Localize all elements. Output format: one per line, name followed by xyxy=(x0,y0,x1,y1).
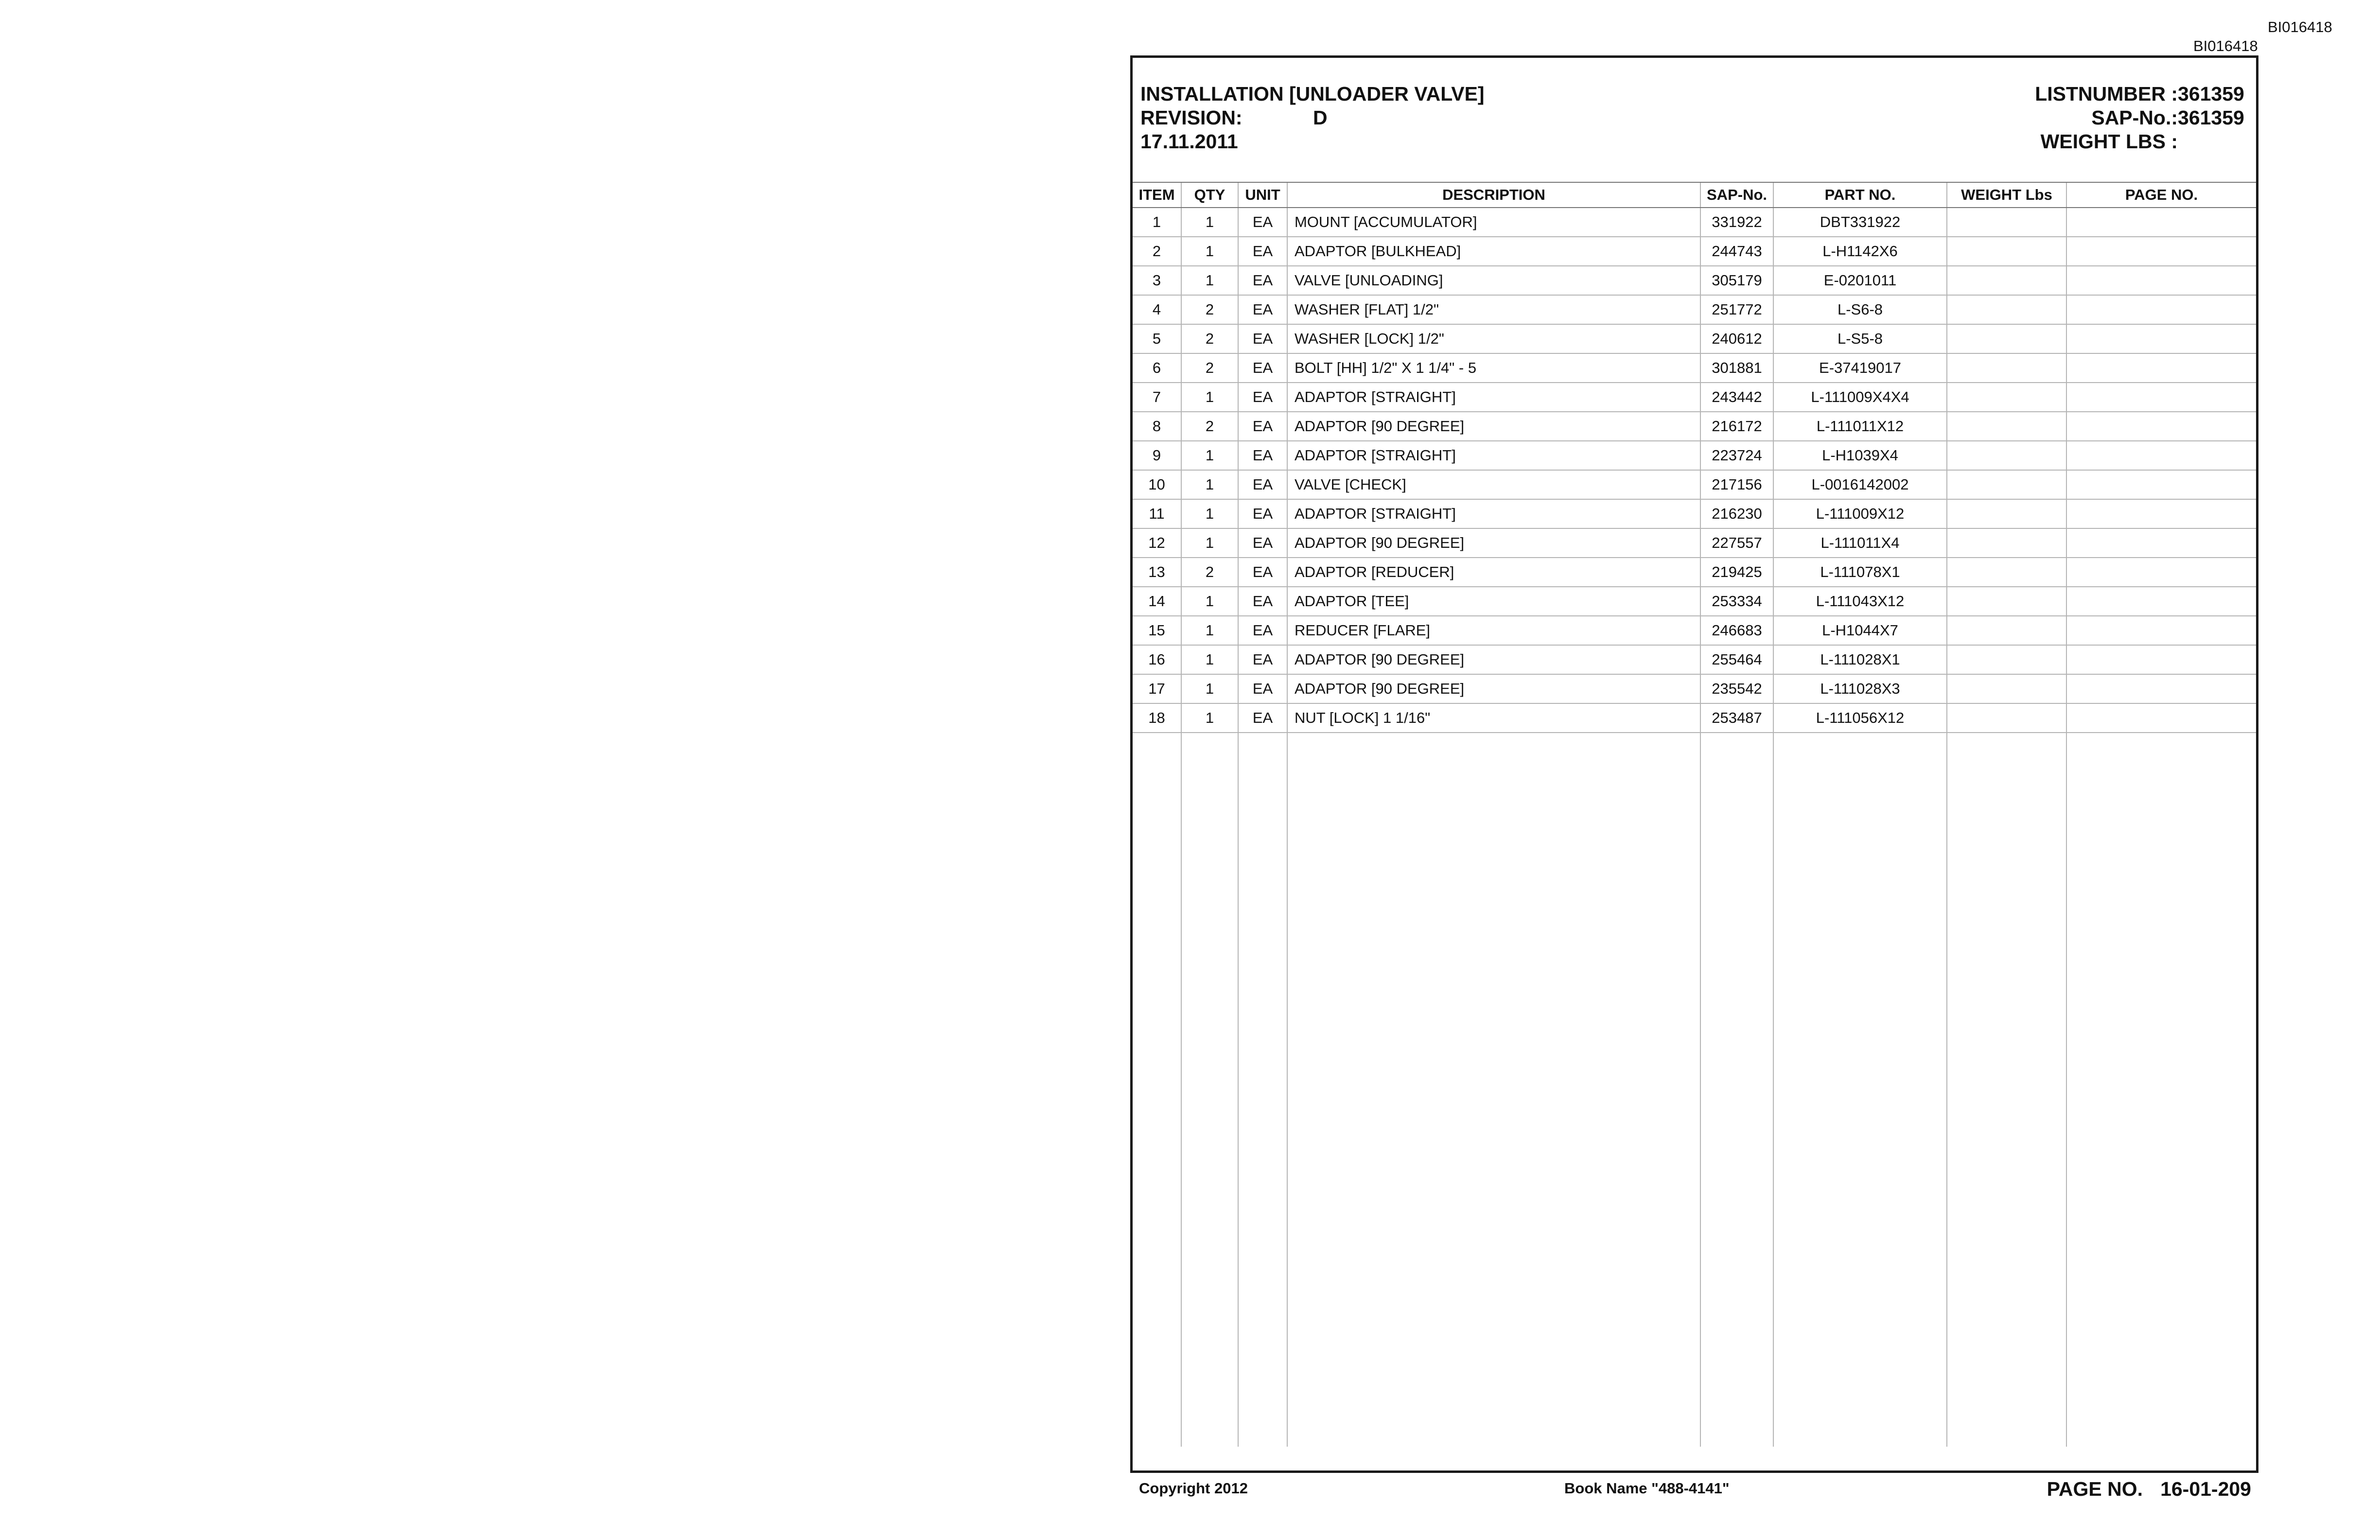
cell-weight xyxy=(1947,674,2066,703)
cell-page-no xyxy=(2066,499,2256,528)
cell-item: 5 xyxy=(1133,324,1181,353)
cell-description: BOLT [HH] 1/2" X 1 1/4" - 5 xyxy=(1287,353,1700,383)
copyright-notice: Copyright 2012 xyxy=(1139,1480,1248,1497)
cell-unit: EA xyxy=(1238,412,1287,441)
cell-page-no xyxy=(2066,295,2256,324)
cell-qty: 1 xyxy=(1181,470,1238,499)
cell-part-no: E-37419017 xyxy=(1773,353,1947,383)
book-name: Book Name "488-4141" xyxy=(1564,1480,1730,1497)
cell-item: 16 xyxy=(1133,645,1181,674)
header-left xyxy=(1140,82,1485,154)
cell-description: ADAPTOR [90 DEGREE] xyxy=(1287,528,1700,558)
cell-page-no xyxy=(2066,558,2256,587)
cell-sap-no: 255464 xyxy=(1700,645,1773,674)
cell-item: 11 xyxy=(1133,499,1181,528)
cell-qty: 2 xyxy=(1181,295,1238,324)
cell-qty: 2 xyxy=(1181,558,1238,587)
cell-qty: 1 xyxy=(1181,674,1238,703)
cell-weight xyxy=(1947,558,2066,587)
cell-weight xyxy=(1947,528,2066,558)
cell-sap-no: 243442 xyxy=(1700,383,1773,412)
weight-value xyxy=(2178,130,2243,154)
cell-part-no: L-111011X4 xyxy=(1773,528,1947,558)
cell-page-no xyxy=(2066,353,2256,383)
cell-qty: 1 xyxy=(1181,703,1238,733)
cell-item: 6 xyxy=(1133,353,1181,383)
cell-page-no xyxy=(2066,266,2256,295)
filler-cell xyxy=(1773,733,1947,1447)
cell-part-no: L-111028X1 xyxy=(1773,645,1947,674)
cell-description: ADAPTOR [STRAIGHT] xyxy=(1287,499,1700,528)
page-number-value: 16-01-209 xyxy=(2160,1478,2251,1500)
cell-unit: EA xyxy=(1238,674,1287,703)
cell-qty: 2 xyxy=(1181,412,1238,441)
cell-part-no: L-H1039X4 xyxy=(1773,441,1947,470)
cell-item: 4 xyxy=(1133,295,1181,324)
parts-list-sheet xyxy=(1130,55,2258,1473)
cell-sap-no: 244743 xyxy=(1700,237,1773,266)
cell-weight xyxy=(1947,324,2066,353)
cell-unit: EA xyxy=(1238,470,1287,499)
cell-sap-no: 235542 xyxy=(1700,674,1773,703)
cell-part-no: L-111009X4X4 xyxy=(1773,383,1947,412)
cell-unit: EA xyxy=(1238,703,1287,733)
cell-part-no: L-111009X12 xyxy=(1773,499,1947,528)
table-row xyxy=(1133,616,2256,645)
cell-page-no xyxy=(2066,383,2256,412)
document-id: BI016418 xyxy=(2268,18,2332,35)
cell-sap-no: 216172 xyxy=(1700,412,1773,441)
cell-description: WASHER [FLAT] 1/2" xyxy=(1287,295,1700,324)
cell-weight xyxy=(1947,441,2066,470)
filler-cell xyxy=(2066,733,2256,1447)
table-row xyxy=(1133,353,2256,383)
cell-page-no xyxy=(2066,703,2256,733)
cell-item: 13 xyxy=(1133,558,1181,587)
cell-page-no xyxy=(2066,324,2256,353)
cell-unit: EA xyxy=(1238,499,1287,528)
cell-page-no xyxy=(2066,587,2256,616)
parts-table xyxy=(1133,182,2256,1447)
cell-sap-no: 246683 xyxy=(1700,616,1773,645)
cell-weight xyxy=(1947,499,2066,528)
cell-page-no xyxy=(2066,674,2256,703)
cell-qty: 1 xyxy=(1181,383,1238,412)
cell-description: ADAPTOR [STRAIGHT] xyxy=(1287,441,1700,470)
cell-description: ADAPTOR [BULKHEAD] xyxy=(1287,237,1700,266)
cell-qty: 1 xyxy=(1181,441,1238,470)
cell-item: 2 xyxy=(1133,237,1181,266)
table-row xyxy=(1133,587,2256,616)
table-row xyxy=(1133,645,2256,674)
cell-sap-no: 216230 xyxy=(1700,499,1773,528)
cell-weight xyxy=(1947,237,2066,266)
table-row xyxy=(1133,558,2256,587)
cell-weight xyxy=(1947,383,2066,412)
column-header-sap-no: SAP-No. xyxy=(1700,182,1773,208)
cell-unit: EA xyxy=(1238,237,1287,266)
cell-sap-no: 217156 xyxy=(1700,470,1773,499)
cell-item: 9 xyxy=(1133,441,1181,470)
column-header-qty: QTY xyxy=(1181,182,1238,208)
table-row xyxy=(1133,470,2256,499)
filler-cell xyxy=(1700,733,1773,1447)
table-row xyxy=(1133,703,2256,733)
cell-part-no: L-111011X12 xyxy=(1773,412,1947,441)
table-row xyxy=(1133,674,2256,703)
listnumber-label: LISTNUMBER : xyxy=(2035,83,2178,105)
filler-cell xyxy=(1181,733,1238,1447)
table-row xyxy=(1133,266,2256,295)
cell-weight xyxy=(1947,470,2066,499)
page-number-label: PAGE NO. xyxy=(2047,1478,2143,1500)
parts-list-title: INSTALLATION [UNLOADER VALVE] xyxy=(1140,83,1485,105)
cell-unit: EA xyxy=(1238,645,1287,674)
cell-unit: EA xyxy=(1238,616,1287,645)
weight-label: WEIGHT LBS : xyxy=(2040,130,2178,153)
cell-page-no xyxy=(2066,470,2256,499)
cell-description: MOUNT [ACCUMULATOR] xyxy=(1287,208,1700,237)
cell-unit: EA xyxy=(1238,441,1287,470)
cell-qty: 1 xyxy=(1181,208,1238,237)
cell-sap-no: 253334 xyxy=(1700,587,1773,616)
revision-value: D xyxy=(1312,106,1328,129)
cell-description: VALVE [CHECK] xyxy=(1287,470,1700,499)
filler-cell xyxy=(1947,733,2066,1447)
table-row xyxy=(1133,237,2256,266)
cell-item: 15 xyxy=(1133,616,1181,645)
cell-part-no: L-111078X1 xyxy=(1773,558,1947,587)
cell-description: ADAPTOR [REDUCER] xyxy=(1287,558,1700,587)
cell-part-no: E-0201011 xyxy=(1773,266,1947,295)
table-row xyxy=(1133,208,2256,237)
table-row xyxy=(1133,295,2256,324)
cell-sap-no: 227557 xyxy=(1700,528,1773,558)
sap-number-value: 361359 xyxy=(2178,106,2244,129)
cell-description: REDUCER [FLARE] xyxy=(1287,616,1700,645)
cell-weight xyxy=(1947,208,2066,237)
cell-weight xyxy=(1947,616,2066,645)
filler-cell xyxy=(1133,733,1181,1447)
cell-item: 18 xyxy=(1133,703,1181,733)
table-row xyxy=(1133,324,2256,353)
parts-table-body xyxy=(1133,208,2256,1447)
table-header-row xyxy=(1133,182,2256,208)
cell-qty: 1 xyxy=(1181,528,1238,558)
cell-qty: 1 xyxy=(1181,645,1238,674)
revision-label: REVISION: xyxy=(1140,106,1242,129)
cell-part-no: L-H1044X7 xyxy=(1773,616,1947,645)
cell-qty: 1 xyxy=(1181,616,1238,645)
cell-unit: EA xyxy=(1238,295,1287,324)
cell-part-no: L-111028X3 xyxy=(1773,674,1947,703)
cell-part-no: L-111043X12 xyxy=(1773,587,1947,616)
column-header-item: ITEM xyxy=(1133,182,1181,208)
cell-sap-no: 301881 xyxy=(1700,353,1773,383)
sap-number-label: SAP-No.: xyxy=(2091,106,2178,129)
column-header-description: DESCRIPTION xyxy=(1287,182,1700,208)
cell-item: 3 xyxy=(1133,266,1181,295)
cell-description: NUT [LOCK] 1 1/16" xyxy=(1287,703,1700,733)
column-header-weight: WEIGHT Lbs xyxy=(1947,182,2066,208)
cell-qty: 1 xyxy=(1181,237,1238,266)
cell-qty: 1 xyxy=(1181,266,1238,295)
cell-part-no: L-H1142X6 xyxy=(1773,237,1947,266)
filler-cell xyxy=(1238,733,1287,1447)
cell-weight xyxy=(1947,266,2066,295)
cell-qty: 2 xyxy=(1181,353,1238,383)
cell-page-no xyxy=(2066,645,2256,674)
table-row xyxy=(1133,528,2256,558)
cell-unit: EA xyxy=(1238,208,1287,237)
cell-item: 10 xyxy=(1133,470,1181,499)
table-filler-row xyxy=(1133,733,2256,1447)
cell-part-no: L-S5-8 xyxy=(1773,324,1947,353)
cell-unit: EA xyxy=(1238,266,1287,295)
cell-sap-no: 219425 xyxy=(1700,558,1773,587)
document-id: BI016418 xyxy=(2193,37,2258,54)
cell-sap-no: 240612 xyxy=(1700,324,1773,353)
cell-sap-no: 331922 xyxy=(1700,208,1773,237)
filler-cell xyxy=(1287,733,1700,1447)
cell-weight xyxy=(1947,703,2066,733)
cell-weight xyxy=(1947,353,2066,383)
cell-item: 8 xyxy=(1133,412,1181,441)
cell-unit: EA xyxy=(1238,528,1287,558)
cell-page-no xyxy=(2066,441,2256,470)
cell-unit: EA xyxy=(1238,558,1287,587)
column-header-page-no: PAGE NO. xyxy=(2066,182,2256,208)
cell-sap-no: 251772 xyxy=(1700,295,1773,324)
cell-weight xyxy=(1947,645,2066,674)
cell-weight xyxy=(1947,295,2066,324)
cell-description: ADAPTOR [90 DEGREE] xyxy=(1287,412,1700,441)
cell-weight xyxy=(1947,587,2066,616)
cell-unit: EA xyxy=(1238,587,1287,616)
cell-weight xyxy=(1947,412,2066,441)
column-header-unit: UNIT xyxy=(1238,182,1287,208)
cell-description: ADAPTOR [90 DEGREE] xyxy=(1287,645,1700,674)
cell-part-no: L-111056X12 xyxy=(1773,703,1947,733)
cell-part-no: L-0016142002 xyxy=(1773,470,1947,499)
cell-item: 12 xyxy=(1133,528,1181,558)
cell-item: 1 xyxy=(1133,208,1181,237)
cell-page-no xyxy=(2066,237,2256,266)
cell-description: WASHER [LOCK] 1/2" xyxy=(1287,324,1700,353)
cell-part-no: L-S6-8 xyxy=(1773,295,1947,324)
cell-description: VALVE [UNLOADING] xyxy=(1287,266,1700,295)
cell-sap-no: 223724 xyxy=(1700,441,1773,470)
cell-page-no xyxy=(2066,412,2256,441)
table-row xyxy=(1133,383,2256,412)
cell-sap-no: 253487 xyxy=(1700,703,1773,733)
revision-date: 17.11.2011 xyxy=(1140,130,1238,153)
table-row xyxy=(1133,499,2256,528)
cell-description: ADAPTOR [TEE] xyxy=(1287,587,1700,616)
table-row xyxy=(1133,441,2256,470)
cell-qty: 2 xyxy=(1181,324,1238,353)
cell-page-no xyxy=(2066,528,2256,558)
page-number xyxy=(2047,1478,2251,1501)
table-row xyxy=(1133,412,2256,441)
listnumber-value: 361359 xyxy=(2178,83,2244,105)
cell-item: 17 xyxy=(1133,674,1181,703)
header-right xyxy=(2035,82,2243,154)
cell-item: 7 xyxy=(1133,383,1181,412)
cell-page-no xyxy=(2066,616,2256,645)
cell-item: 14 xyxy=(1133,587,1181,616)
cell-description: ADAPTOR [STRAIGHT] xyxy=(1287,383,1700,412)
cell-unit: EA xyxy=(1238,324,1287,353)
cell-qty: 1 xyxy=(1181,587,1238,616)
cell-description: ADAPTOR [90 DEGREE] xyxy=(1287,674,1700,703)
cell-sap-no: 305179 xyxy=(1700,266,1773,295)
cell-unit: EA xyxy=(1238,353,1287,383)
column-header-part-no: PART NO. xyxy=(1773,182,1947,208)
cell-page-no xyxy=(2066,208,2256,237)
cell-qty: 1 xyxy=(1181,499,1238,528)
cell-unit: EA xyxy=(1238,383,1287,412)
cell-part-no: DBT331922 xyxy=(1773,208,1947,237)
